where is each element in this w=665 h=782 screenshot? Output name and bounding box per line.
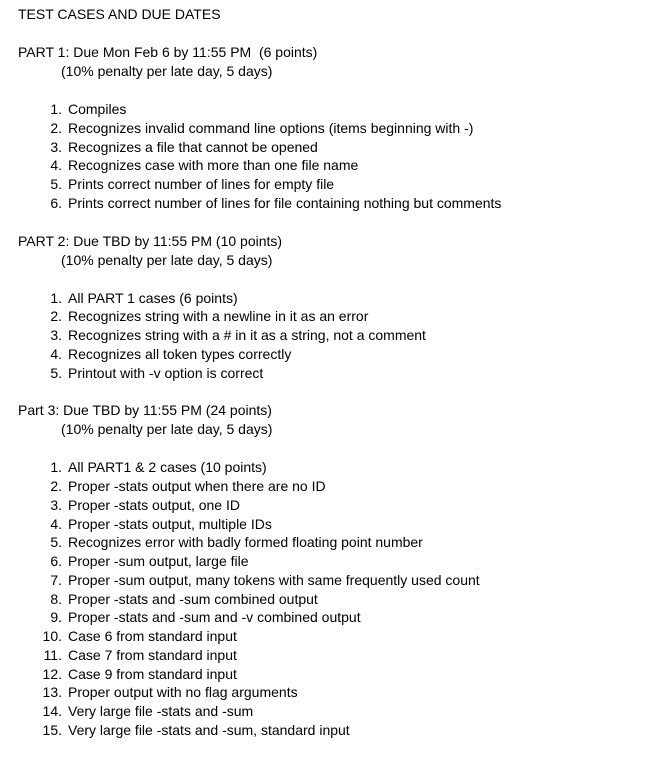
item-number: 7.: [50, 571, 62, 588]
item-number: 3.: [50, 496, 62, 513]
list-item: [18, 627, 658, 646]
item-text: Proper -stats and -sum and -v combined output: [68, 609, 361, 626]
list-item: [18, 345, 658, 364]
list-item: [18, 289, 658, 308]
part-1-heading: PART 1: Due Mon Feb 6 by 11:55 PM (6 points): [18, 44, 318, 60]
list-item: [18, 702, 658, 721]
item-text: All PART1 & 2 cases (10 points): [68, 459, 267, 476]
spacer: [18, 213, 658, 232]
list-item: [18, 458, 658, 477]
item-text: Compiles: [68, 101, 127, 117]
item-text: Recognizes string with a newline in it as an error: [68, 308, 369, 325]
list-item: [18, 665, 658, 684]
item-number: 13.: [42, 684, 62, 701]
part-1-penalty-note: (10% penalty per late day, 5 days): [61, 63, 273, 79]
item-text: Recognizes error with badly formed floating point number: [68, 534, 423, 551]
item-text: Proper -sum output, many tokens with same frequently used count: [68, 571, 480, 588]
item-number: 5.: [50, 364, 62, 381]
item-text: Prints correct number of lines for file containing nothing but comments: [68, 194, 502, 211]
list-item: [18, 590, 658, 609]
list-item: [18, 683, 658, 702]
list-item: [18, 515, 658, 534]
item-text: Proper -stats output, one ID: [68, 496, 240, 513]
part-1-test-list: [18, 100, 658, 213]
item-number: 12.: [42, 665, 62, 682]
part-2-heading: PART 2: Due TBD by 11:55 PM (10 points): [18, 232, 283, 249]
item-number: 14.: [42, 703, 62, 719]
item-text: Printout with -v option is correct: [68, 364, 264, 381]
item-text: Prints correct number of lines for empty file: [68, 176, 335, 192]
item-text: Case 9 from standard input: [68, 665, 237, 682]
part-2-penalty-note: (10% penalty per late day, 5 days): [61, 251, 273, 268]
item-text: Very large file -stats and -sum, standard input: [68, 721, 350, 738]
list-item: [18, 646, 658, 665]
item-number: 15.: [42, 721, 62, 738]
list-item: [18, 119, 658, 138]
document-title: TEST CASES AND DUE DATES: [18, 6, 221, 22]
item-text: Recognizes a file that cannot be opened: [68, 138, 318, 155]
item-number: 1.: [50, 101, 62, 117]
part-2-test-list: [18, 289, 658, 383]
list-item: [18, 477, 658, 496]
item-number: 1.: [50, 459, 62, 476]
item-number: 10.: [42, 628, 62, 644]
item-text: Recognizes all token types correctly: [68, 345, 292, 362]
part-3-penalty-note: (10% penalty per late day, 5 days): [61, 421, 273, 438]
item-text: Recognizes invalid command line options (items beginning with -): [68, 119, 474, 136]
list-item: [18, 100, 658, 119]
item-text: Case 7 from standard input: [68, 646, 237, 663]
item-number: 11.: [43, 646, 62, 663]
item-number: 2.: [50, 308, 62, 325]
list-item: [18, 608, 658, 627]
item-number: 4.: [50, 515, 62, 532]
item-number: 5.: [50, 176, 62, 192]
spacer: [18, 81, 658, 100]
list-item: [18, 496, 658, 515]
spacer: [18, 382, 658, 401]
list-item: [18, 307, 658, 326]
part-3-section: [18, 401, 658, 739]
item-number: 5.: [50, 534, 62, 551]
item-number: 9.: [50, 609, 62, 626]
item-text: Proper -stats output, multiple IDs: [68, 515, 272, 532]
spacer: [18, 24, 658, 43]
part-3-heading: Part 3: Due TBD by 11:55 PM (24 points): [18, 402, 272, 419]
item-number: 1.: [50, 289, 62, 306]
item-number: 3.: [50, 327, 62, 343]
part-3-test-list: [18, 458, 658, 739]
document: [18, 5, 658, 740]
item-text: Recognizes case with more than one file name: [68, 157, 359, 174]
item-number: 4.: [50, 157, 62, 174]
list-item: [18, 326, 658, 345]
list-item: [18, 364, 658, 383]
item-number: 3.: [50, 138, 62, 155]
item-text: Case 6 from standard input: [68, 628, 237, 644]
item-number: 6.: [50, 194, 62, 211]
list-item: [18, 552, 658, 571]
part-2-section: [18, 232, 658, 383]
item-text: Recognizes string with a # in it as a string, not a comment: [68, 327, 426, 343]
list-item: [18, 571, 658, 590]
list-item: [18, 721, 658, 740]
list-item: [18, 533, 658, 552]
spacer: [18, 439, 658, 458]
item-text: Proper -stats output when there are no ID: [68, 478, 326, 494]
item-number: 8.: [50, 590, 62, 607]
spacer: [18, 270, 658, 289]
list-item: [18, 138, 658, 157]
list-item: [18, 175, 658, 194]
list-item: [18, 156, 658, 175]
item-text: Very large file -stats and -sum: [68, 703, 254, 719]
item-text: Proper -stats and -sum combined output: [68, 590, 318, 607]
item-text: Proper -sum output, large file: [68, 553, 249, 569]
item-number: 2.: [50, 478, 62, 494]
item-number: 4.: [50, 345, 62, 362]
list-item: [18, 194, 658, 213]
item-number: 2.: [50, 119, 62, 136]
item-text: All PART 1 cases (6 points): [68, 289, 238, 306]
item-text: Proper output with no flag arguments: [68, 684, 298, 701]
item-number: 6.: [50, 553, 62, 569]
part-1-section: [18, 43, 658, 213]
